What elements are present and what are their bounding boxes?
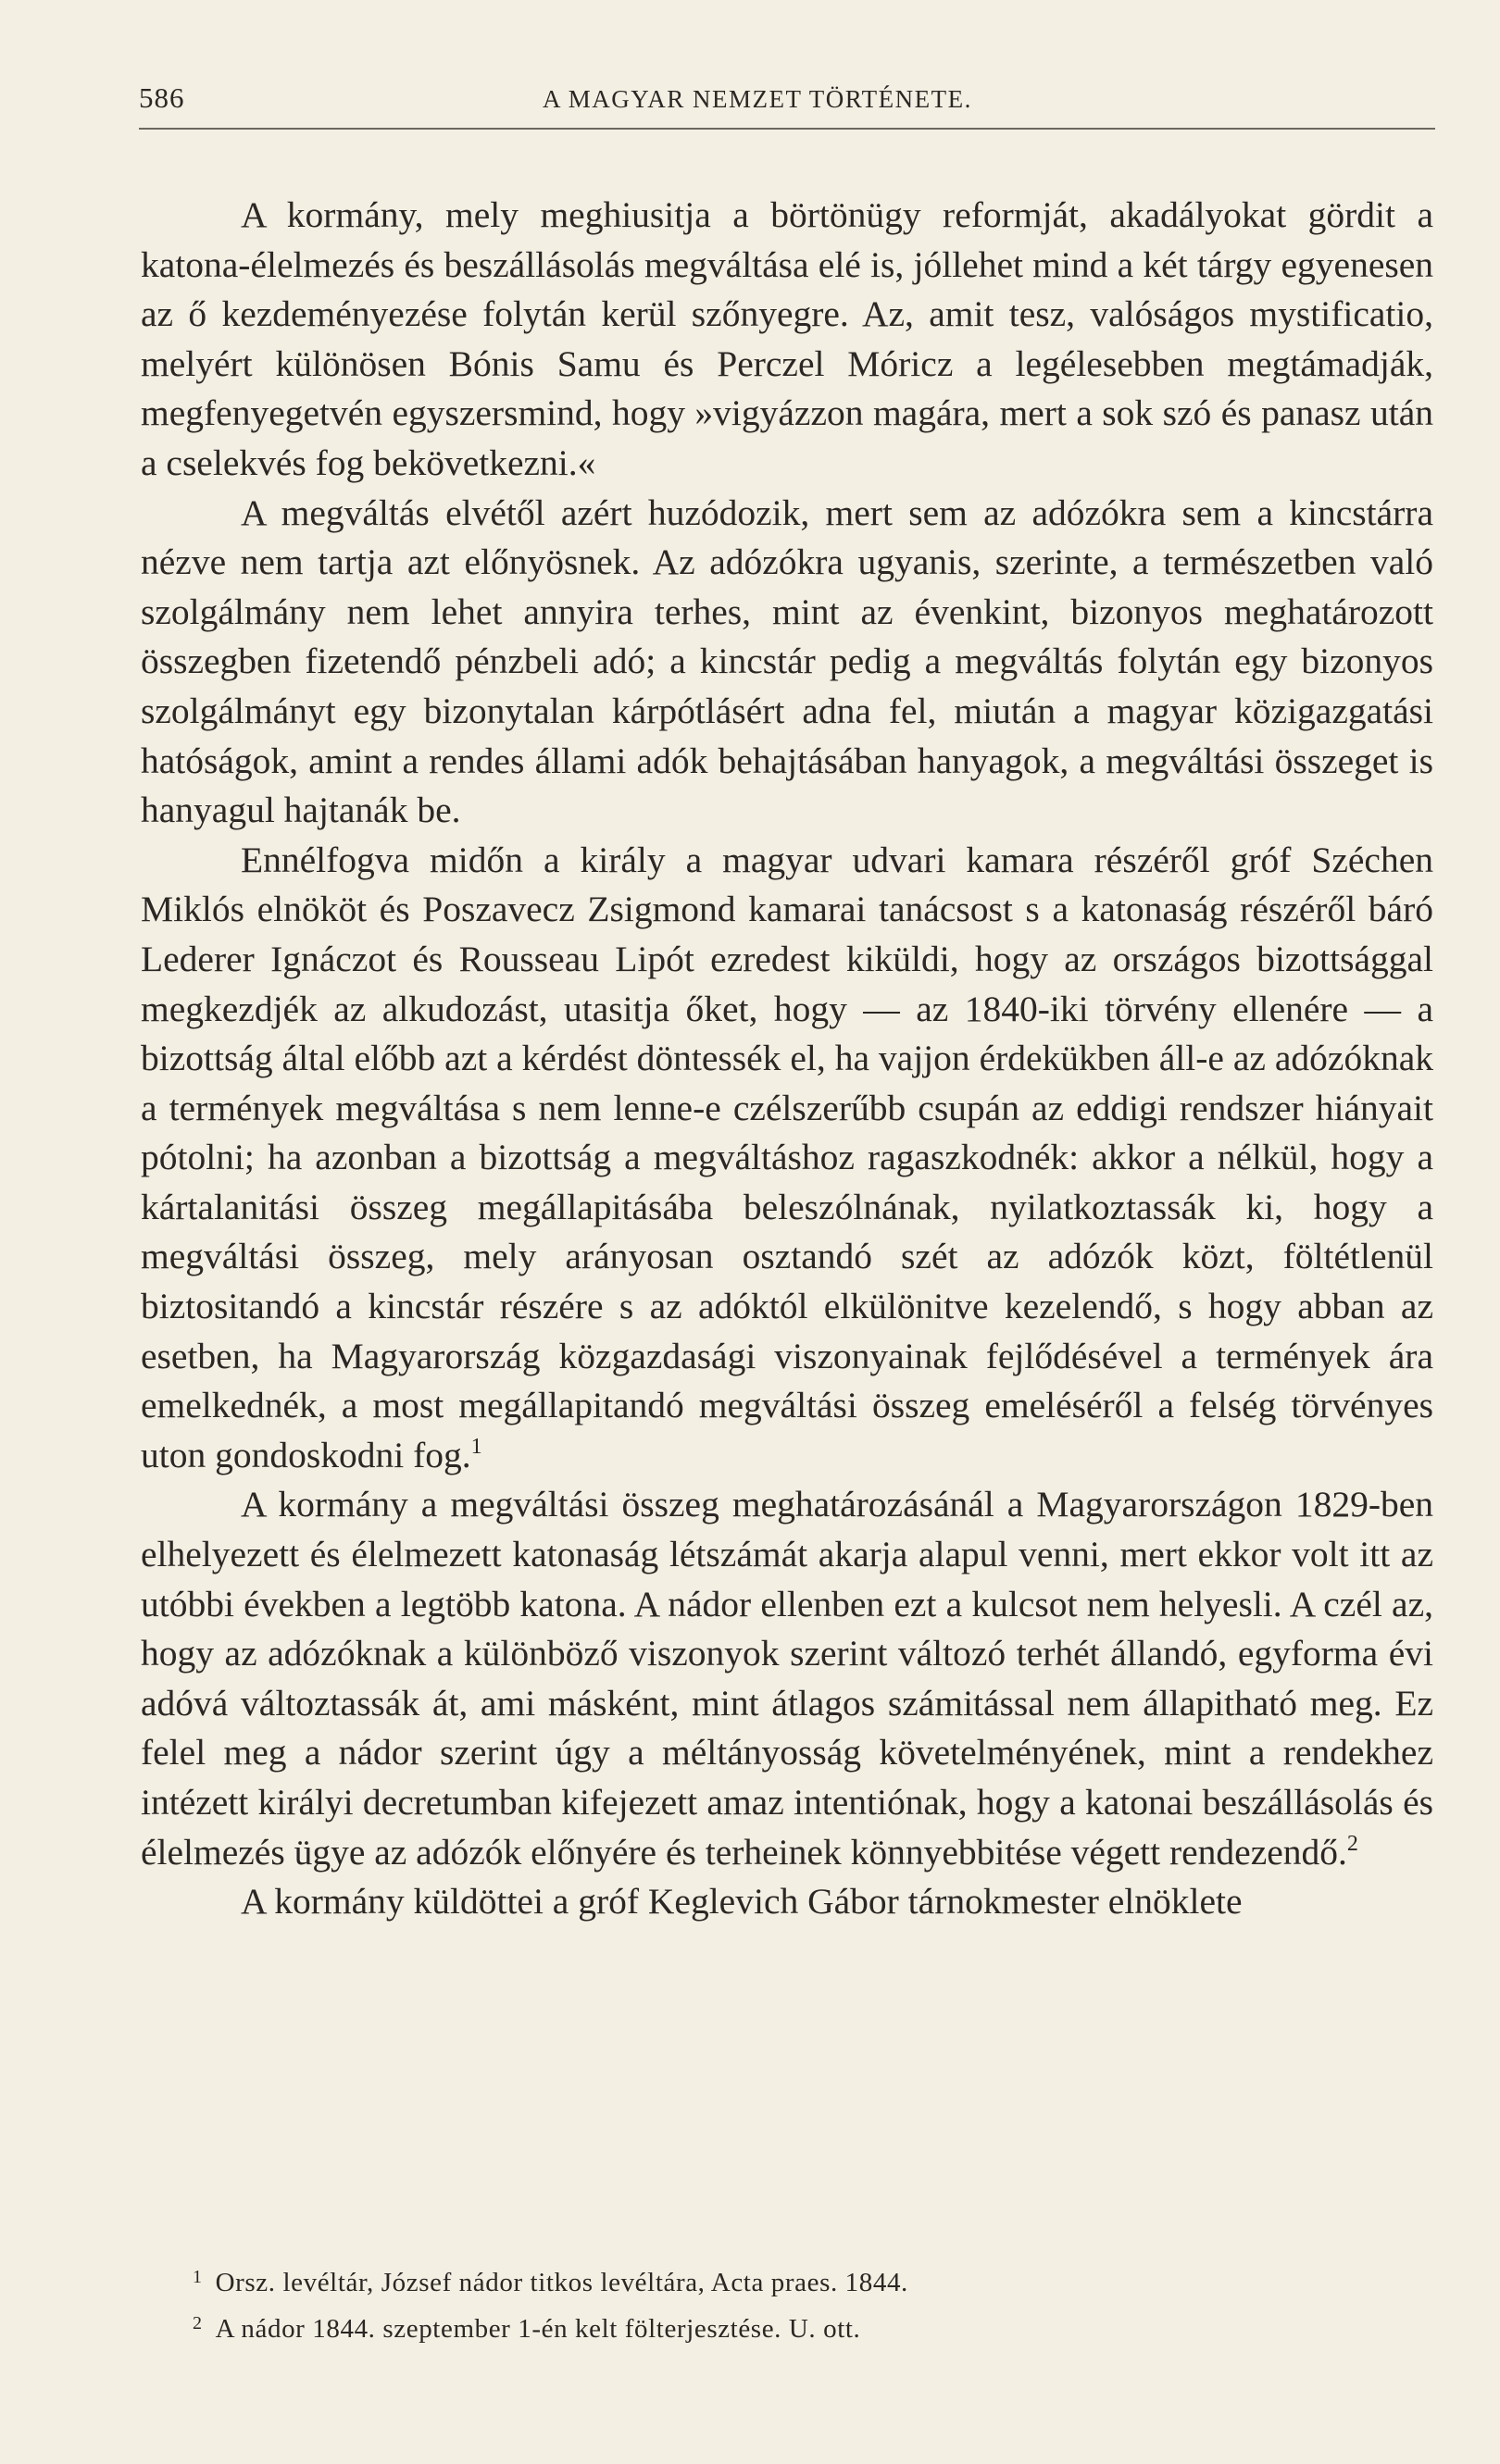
footnote-mark: 1 — [193, 2267, 203, 2287]
running-title: A MAGYAR NEMZET TÖRTÉNETE. — [543, 85, 972, 113]
footnote-text: A nádor 1844. szeptember 1-én kelt fölterjesztése. U. ott. — [215, 2314, 861, 2344]
paragraph: Ennélfogva midőn a király a magyar udvari kamara részéről gróf Széchen Miklós elnököt és Poszavecz Zsigmond kamarai tanácsost s a katonaság részéről báró Lederer Ignáczot és Rousseau Lipót ezredest kiküldi, hogy az országos bizottsággal megkezdjék az alkudozást, utasitja őket, hogy — az 1840-iki törvény ellenére — a bizottság által előbb azt a kérdést döntessék el, ha vajjon érdekükben áll-e az adózóknak a termények megváltása s nem lenne-e czélszerűbb csupán az eddigi rendszer hiányait pótolni; ha azonban a bizottság a megváltáshoz ragaszkodnék: akkor a nélkül, hogy a kártalanitási összeg megállapitásába beleszólnának, nyilatkoztassák ki, hogy a megváltási összeg, mely arányosan osztandó szét az adózók közt, föltétlenül biztositandó a kincstár részére s az adóktól elkülönitve kezelendő, s hogy abban az esetben, ha Magyarország közgazdasági viszonyainak fejlődésével a termények ára emelkednék, a most megállapitandó megváltási összeg emeléséről a felség törvényes uton gondoskodni fog.$^1$ — [141, 839, 1433, 1475]
footnotes — [141, 2257, 1433, 2349]
footnote-mark: 2 — [193, 2313, 203, 2333]
footnote-text: Orsz. levéltár, József nádor titkos levéltára, Acta praes. 1844. — [215, 2268, 908, 2297]
page-number: 586 — [139, 81, 185, 114]
body-text — [141, 191, 1433, 1927]
footnote-reference[interactable]: 1 — [470, 1434, 482, 1459]
header-rule — [139, 128, 1435, 130]
running-head — [139, 81, 1435, 118]
paragraph: A kormány a megváltási összeg meghatározásánál a Magyarországon 1829-ben elhelyezett és élelmezett katonaság létszámát akarja alapul venni, mert ekkor volt itt az utóbbi években a legtöbb katona. A nádor ellenben ezt a kulcsot nem helyesli. A czél az, hogy az adózóknak a különböző viszonyok szerint változó terhét állandó, egyforma évi adóvá változtassák át, ami másként, mint átlagos számitással nem állapitható meg. Ez felel meg a nádor szerint úgy a méltányosság követelményének, mint a rendekhez intézett királyi decretumban kifejezett amaz intentiónak, hogy a katonai beszállásolás és élelmezés ügye az adózók előnyére és terheinek könnyebbitése végett rendezendő.$^2$ — [141, 1484, 1433, 1873]
footnote — [141, 2257, 1433, 2303]
paragraph: A kormány, mely meghiusitja a börtönügy reformját, akadályokat gördit a katona-élelmezés és beszállásolás megváltása elé is, jóllehet mind a két tárgy egyenesen az ő kezdeményezése folytán kerül szőnyegre. Az, amit tesz, valóságos mystificatio, melyért különösen Bónis Samu és Perczel Móricz a legélesebben megtámadják, megfenyegetvén egyszersmind, hogy »vigyázzon magára, mert a sok szó és panasz után a cselekvés fog bekövetkezni.« — [141, 194, 1433, 483]
paragraph: A kormány küldöttei a gróf Keglevich Gábor tárnokmester elnöklete — [241, 1881, 1243, 1923]
footnote-reference[interactable]: 2 — [1346, 1831, 1358, 1856]
paragraph: A megváltás elvétől azért huzódozik, mert sem az adózókra sem a kincstárra nézve nem tartja azt előnyösnek. Az adózókra ugyanis, szerinte, a természetben való szolgálmány nem lehet annyira terhes, mint az évenkint, bizonyos meghatározott összegben fizetendő pénzbeli adó; a kincstár pedig a megváltás folytán egy bizonyos szolgálmányt egy bizonytalan kárpótlásért adna fel, miután a magyar közigazgatási hatóságok, amint a rendes állami adók behajtásában hanyagok, a megváltási összeget is hanyagul hajtanák be. — [141, 492, 1433, 831]
footnote — [141, 2303, 1433, 2349]
